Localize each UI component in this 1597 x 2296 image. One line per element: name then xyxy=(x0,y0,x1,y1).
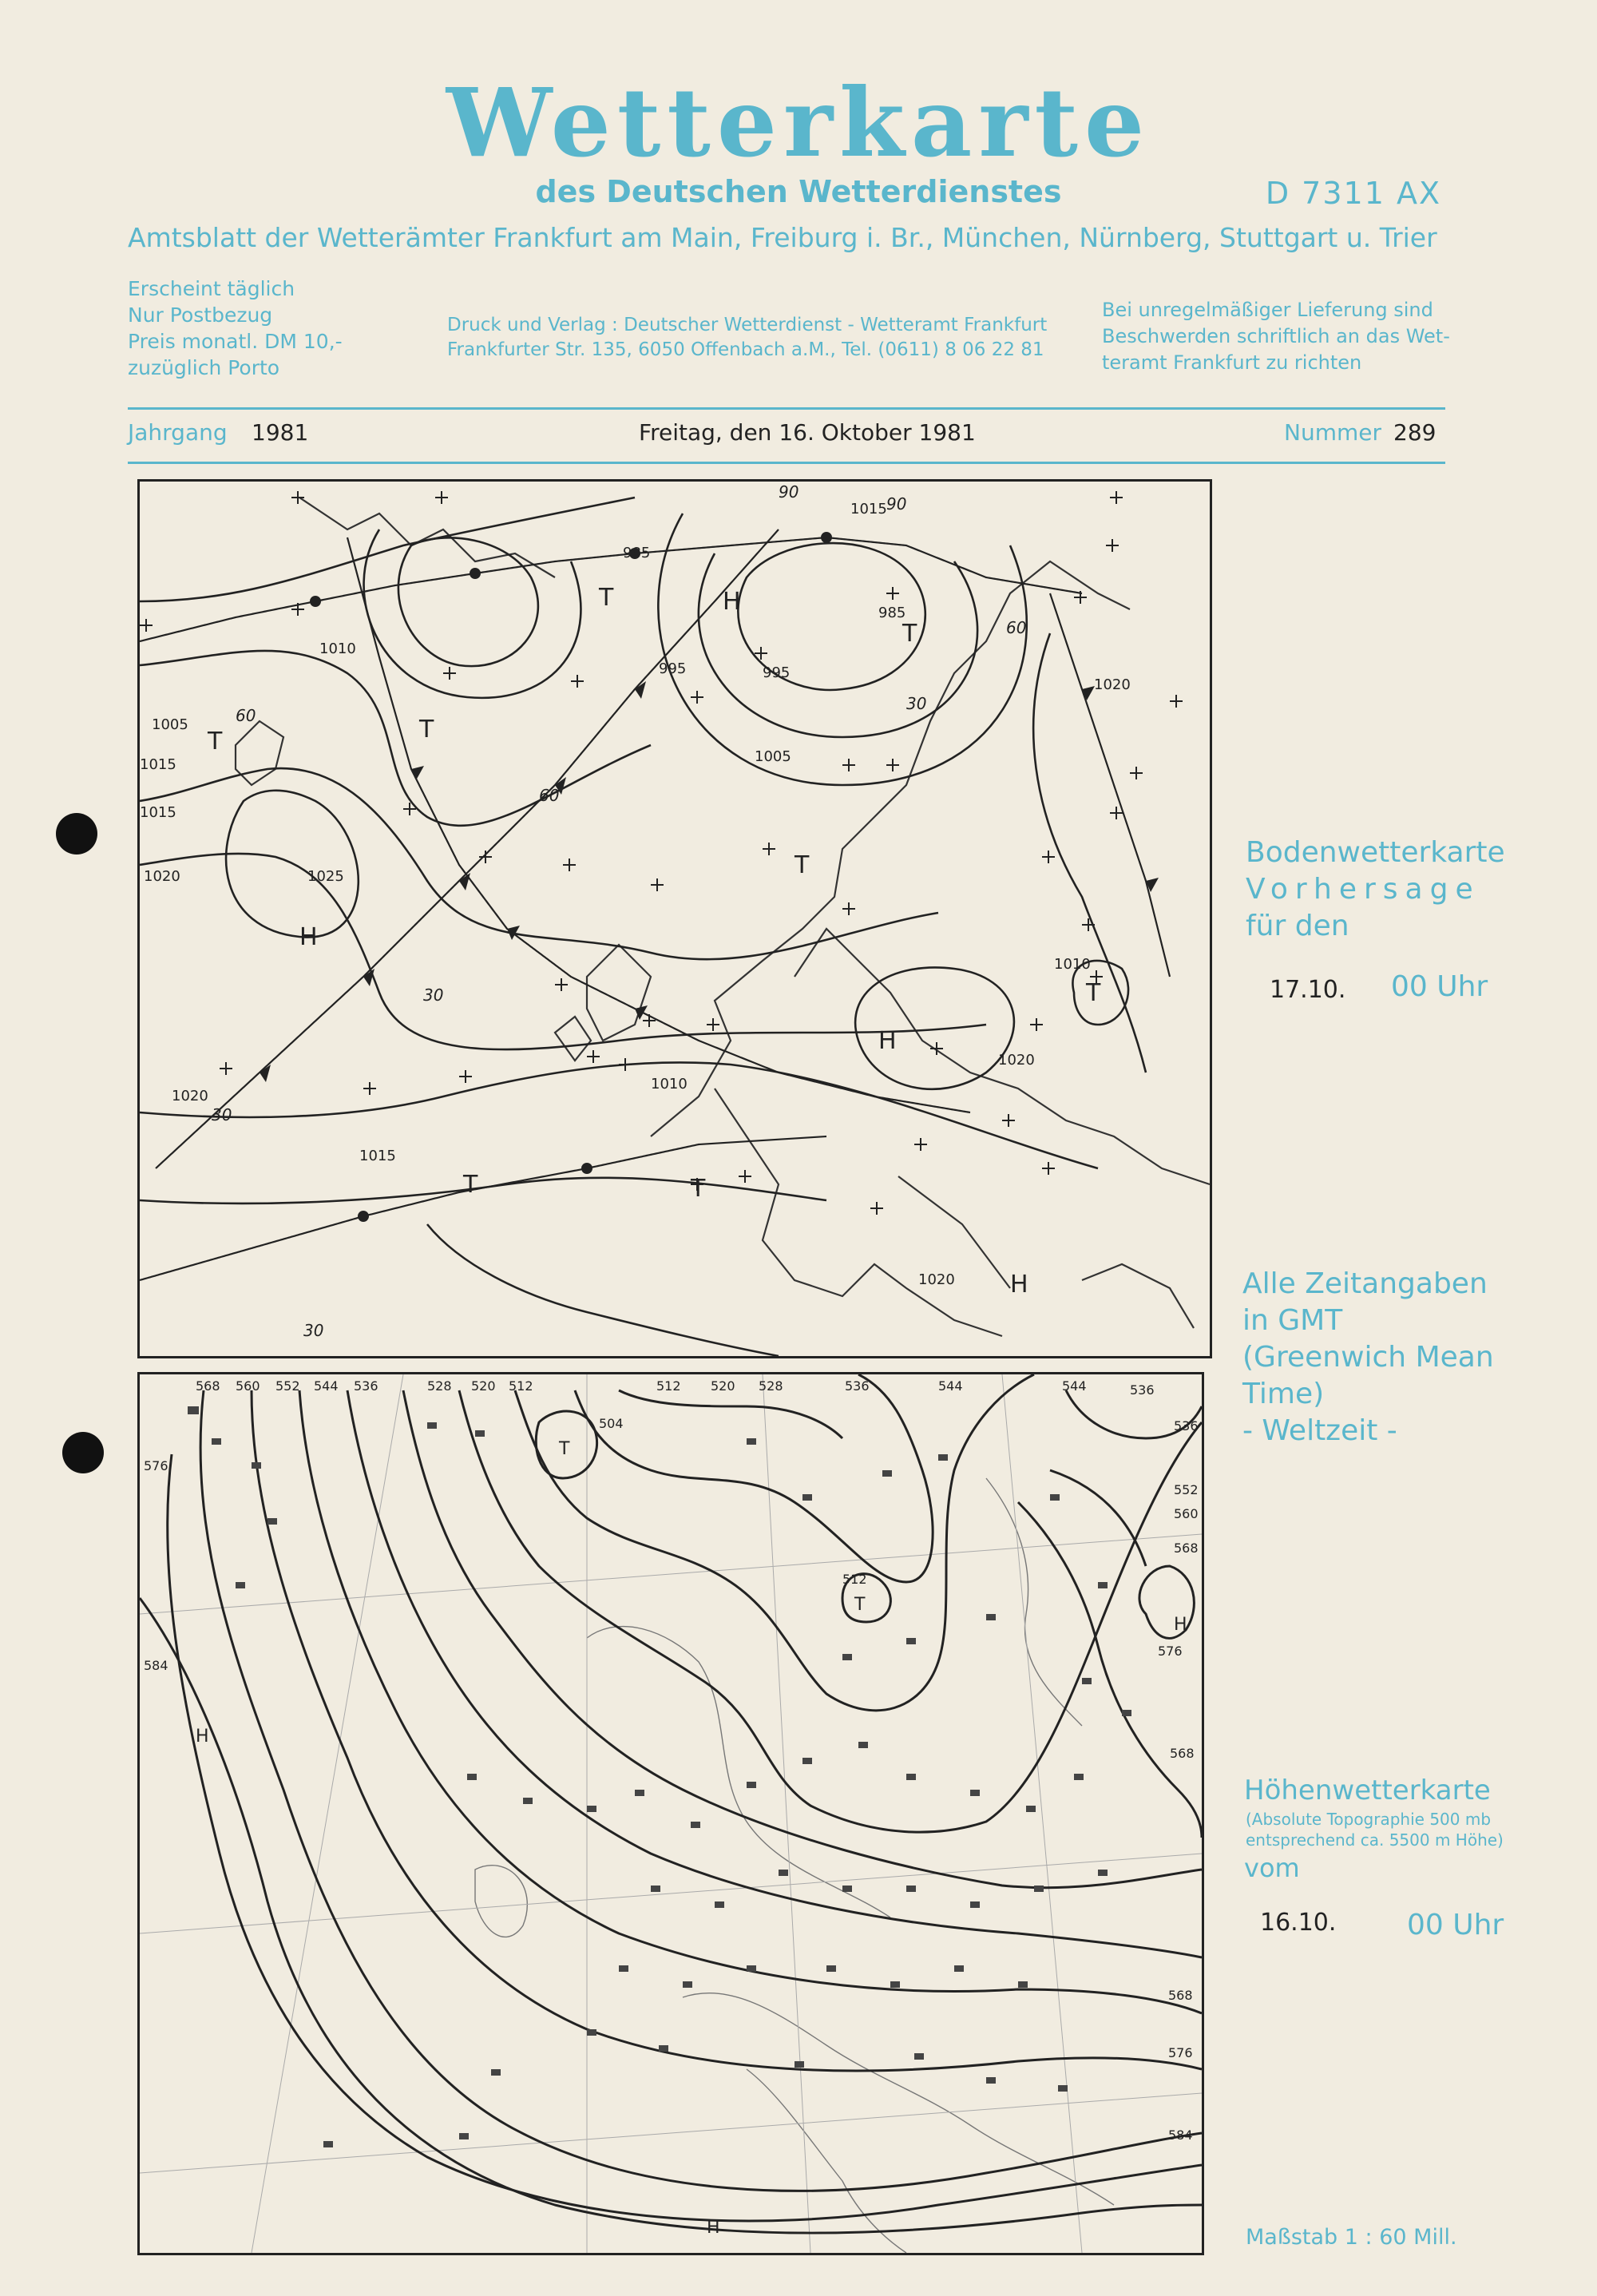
isobar-label: 1010 xyxy=(1054,956,1091,973)
nummer-label: Nummer xyxy=(1284,419,1381,446)
front-south xyxy=(140,1136,826,1280)
coastline-ireland xyxy=(555,1017,591,1061)
thickness-label: 30 xyxy=(906,694,927,713)
contour xyxy=(403,1390,1202,1888)
isobar-label: 1015 xyxy=(359,1148,396,1164)
contour-label: 568 xyxy=(1174,1541,1199,1556)
low-center: T xyxy=(1086,979,1101,1007)
contour-label: 536 xyxy=(354,1378,378,1394)
contour-label: 512 xyxy=(509,1378,533,1394)
coastline xyxy=(587,1627,890,1917)
low-center: T xyxy=(463,1171,478,1199)
info-line: Preis monatl. DM 10,- xyxy=(128,330,343,353)
upper-center-group xyxy=(196,1439,1187,2238)
isobar-label: 1005 xyxy=(755,748,791,765)
upper-high-center: H xyxy=(707,2218,720,2238)
surface-map-drawing xyxy=(140,482,1210,1356)
coastline xyxy=(747,2069,906,2253)
newspaper-title: Wetterkarte xyxy=(446,67,1151,178)
coastline-iberia-med xyxy=(715,1089,1002,1336)
isobar xyxy=(364,529,581,698)
amtsblatt-line: Amtsblatt der Wetterämter Frankfurt am Main, Freiburg i. Br., München, Nürnberg, Stuttgart u. Trier xyxy=(128,222,1437,253)
contour-label: 576 xyxy=(1158,1644,1183,1659)
contour xyxy=(619,1390,842,1438)
contour-label: 568 xyxy=(1168,1988,1193,2003)
contour xyxy=(140,1598,1202,2233)
info-line: teramt Frankfurt zu richten xyxy=(1102,351,1362,374)
isobar-label: 985 xyxy=(623,545,651,561)
thickness-label: 60 xyxy=(1006,618,1027,637)
punch-hole xyxy=(62,1432,104,1473)
info-line: Beschwerden schriftlich an das Wet- xyxy=(1102,325,1450,347)
contour-label: 536 xyxy=(1174,1418,1199,1434)
time-note-line: in GMT xyxy=(1242,1304,1343,1337)
info-line: Frankfurter Str. 135, 6050 Offenbach a.M., Tel. (0611) 8 06 22 81 xyxy=(447,339,1044,360)
isobar-label: 1020 xyxy=(144,868,180,885)
thickness-label: 30 xyxy=(303,1321,324,1340)
coastlines xyxy=(236,498,1210,1336)
upper-low-center: T xyxy=(854,1595,866,1615)
isobar-label: 1015 xyxy=(140,756,176,773)
coastline-iceland xyxy=(236,721,283,785)
coastline xyxy=(683,1993,1114,2205)
low-center: T xyxy=(795,851,810,879)
height-contours xyxy=(140,1374,1202,2233)
cold-front xyxy=(156,529,779,1168)
isobar-label: 1020 xyxy=(172,1088,208,1104)
time-note-line: (Greenwich Mean xyxy=(1242,1341,1494,1374)
pressure-center-group xyxy=(207,584,1101,1299)
low-center: T xyxy=(599,584,614,612)
contour xyxy=(1050,1470,1146,1566)
high-center: H xyxy=(723,588,741,616)
contour-label: 584 xyxy=(144,1658,168,1673)
isobar xyxy=(140,854,986,1049)
complaint-info xyxy=(1102,297,1450,376)
coastline xyxy=(986,1478,1082,1726)
hoehen-subtitle-line: (Absolute Topographie 500 mb xyxy=(1246,1810,1492,1829)
isobar-label: 1015 xyxy=(140,804,176,821)
coastline-turkey xyxy=(1082,1264,1194,1328)
isobar-label: 995 xyxy=(659,660,687,677)
isobar-label: 1010 xyxy=(651,1076,688,1092)
upper-map-drawing xyxy=(140,1374,1202,2253)
contour-label: 568 xyxy=(196,1378,220,1394)
map-scale: Maßstab 1 : 60 Mill. xyxy=(1246,2225,1457,2250)
contour-label: 504 xyxy=(599,1416,624,1431)
contour-label: 544 xyxy=(938,1378,963,1394)
hoehen-vom: vom xyxy=(1244,1853,1300,1883)
thickness-label: 90 xyxy=(779,482,799,502)
boden-title-line: Vorhersage xyxy=(1246,873,1480,906)
hoehen-date: 16.10. xyxy=(1260,1909,1337,1937)
isobar-label: 985 xyxy=(878,605,906,621)
contour-label: 552 xyxy=(1174,1482,1199,1497)
contour-label: 528 xyxy=(759,1378,783,1394)
hoehen-time: 00 Uhr xyxy=(1407,1909,1504,1941)
header-rule-bottom xyxy=(128,462,1445,464)
isobar xyxy=(140,1178,826,1204)
isobar-label: 995 xyxy=(763,664,791,681)
subscription-info xyxy=(128,276,343,381)
jahrgang-value: 1981 xyxy=(252,419,309,446)
graticule xyxy=(140,1374,1202,2253)
isobar xyxy=(699,553,977,737)
time-note-line: Time) xyxy=(1242,1378,1325,1410)
contour-label: 520 xyxy=(711,1378,735,1394)
contour-label: 536 xyxy=(1130,1382,1155,1398)
contour-label: 552 xyxy=(275,1378,300,1394)
upper-low-center: T xyxy=(559,1439,570,1459)
contour-label: 520 xyxy=(471,1378,496,1394)
contour-label: 560 xyxy=(236,1378,260,1394)
thickness-label: 60 xyxy=(236,706,256,725)
info-line: Nur Postbezug xyxy=(128,303,273,327)
low-center: T xyxy=(419,716,434,744)
punch-hole xyxy=(56,813,97,855)
isobar-label: 1005 xyxy=(152,716,188,733)
upper-air-map xyxy=(137,1372,1204,2255)
contour-label: 568 xyxy=(1170,1746,1195,1761)
contour-label: 512 xyxy=(656,1378,681,1394)
contour xyxy=(168,1454,1202,2221)
time-note xyxy=(1242,1266,1494,1449)
boden-date: 17.10. xyxy=(1270,976,1346,1004)
info-line: Druck und Verlag : Deutscher Wetterdienst - Wetteramt Frankfurt xyxy=(447,315,1048,335)
fronts xyxy=(140,529,1170,1280)
newspaper-subtitle: des Deutschen Wetterdienstes xyxy=(535,174,1062,209)
contour-label: 544 xyxy=(314,1378,339,1394)
contour-label: 584 xyxy=(1168,2127,1193,2143)
thickness-label: 30 xyxy=(212,1105,232,1124)
publication-code: D 7311 AX xyxy=(1265,176,1441,211)
contour-label: 544 xyxy=(1062,1378,1087,1394)
high-center: H xyxy=(299,923,318,951)
hoehen-subtitle-line: entsprechend ca. 5500 m Höhe) xyxy=(1246,1830,1504,1850)
boden-time: 00 Uhr xyxy=(1391,970,1488,1003)
surface-weather-map xyxy=(137,479,1212,1358)
contour-label: 536 xyxy=(845,1378,870,1394)
isobar xyxy=(140,498,635,601)
nummer-value: 289 xyxy=(1393,419,1437,446)
isobar-label: 1010 xyxy=(319,640,356,657)
isobar-label: 1025 xyxy=(307,868,344,885)
contour xyxy=(459,1390,1202,1832)
publisher-info xyxy=(447,313,1047,363)
thickness-label: 90 xyxy=(886,494,907,514)
low-center: T xyxy=(208,728,223,755)
high-center: H xyxy=(878,1027,897,1055)
low-center: T xyxy=(691,1175,706,1203)
isobars xyxy=(140,498,1146,1356)
hoehen-title: Höhenwetterkarte xyxy=(1244,1775,1491,1806)
info-line: Erscheint täglich xyxy=(128,277,295,300)
contour-label: 560 xyxy=(1174,1506,1199,1521)
header-rule-top xyxy=(128,407,1445,410)
info-line: zuzüglich Porto xyxy=(128,356,280,379)
high-center: H xyxy=(1010,1271,1028,1299)
issue-date: Freitag, den 16. Oktober 1981 xyxy=(639,419,976,446)
contour-label: 528 xyxy=(427,1378,452,1394)
jahrgang-label: Jahrgang xyxy=(128,419,228,446)
contour-label: 576 xyxy=(144,1458,168,1473)
isobar-label: 1020 xyxy=(918,1271,955,1288)
front-east xyxy=(1050,593,1170,977)
coastline-britain xyxy=(587,945,651,1041)
upper-high-center: H xyxy=(196,1727,209,1747)
hoehen-subtitle xyxy=(1246,1809,1504,1850)
low-center: T xyxy=(902,620,917,648)
time-note-line: - Weltzeit - xyxy=(1242,1414,1397,1447)
isobar-label: 1020 xyxy=(1094,676,1131,693)
thickness-label: 30 xyxy=(423,985,444,1005)
isobar-low xyxy=(398,537,538,666)
isobar-label: 1015 xyxy=(850,501,887,517)
time-note-line: Alle Zeitangaben xyxy=(1242,1267,1488,1300)
boden-title-line: Bodenwetterkarte xyxy=(1246,836,1505,869)
contour-label: 512 xyxy=(842,1572,867,1587)
coastline xyxy=(475,1866,527,1937)
isobar xyxy=(427,1224,779,1356)
contour-label: 576 xyxy=(1168,2045,1193,2060)
thickness-label: 60 xyxy=(539,786,560,805)
isobar-label: 1020 xyxy=(998,1052,1035,1069)
info-line: Bei unregelmäßiger Lieferung sind xyxy=(1102,299,1433,321)
isobar-label-group xyxy=(140,501,1131,1288)
boden-caption xyxy=(1246,835,1505,945)
isobar xyxy=(140,1062,1098,1168)
boden-title-line: für den xyxy=(1246,910,1349,942)
upper-high-center: H xyxy=(1174,1615,1187,1635)
contour xyxy=(252,1390,1202,2071)
